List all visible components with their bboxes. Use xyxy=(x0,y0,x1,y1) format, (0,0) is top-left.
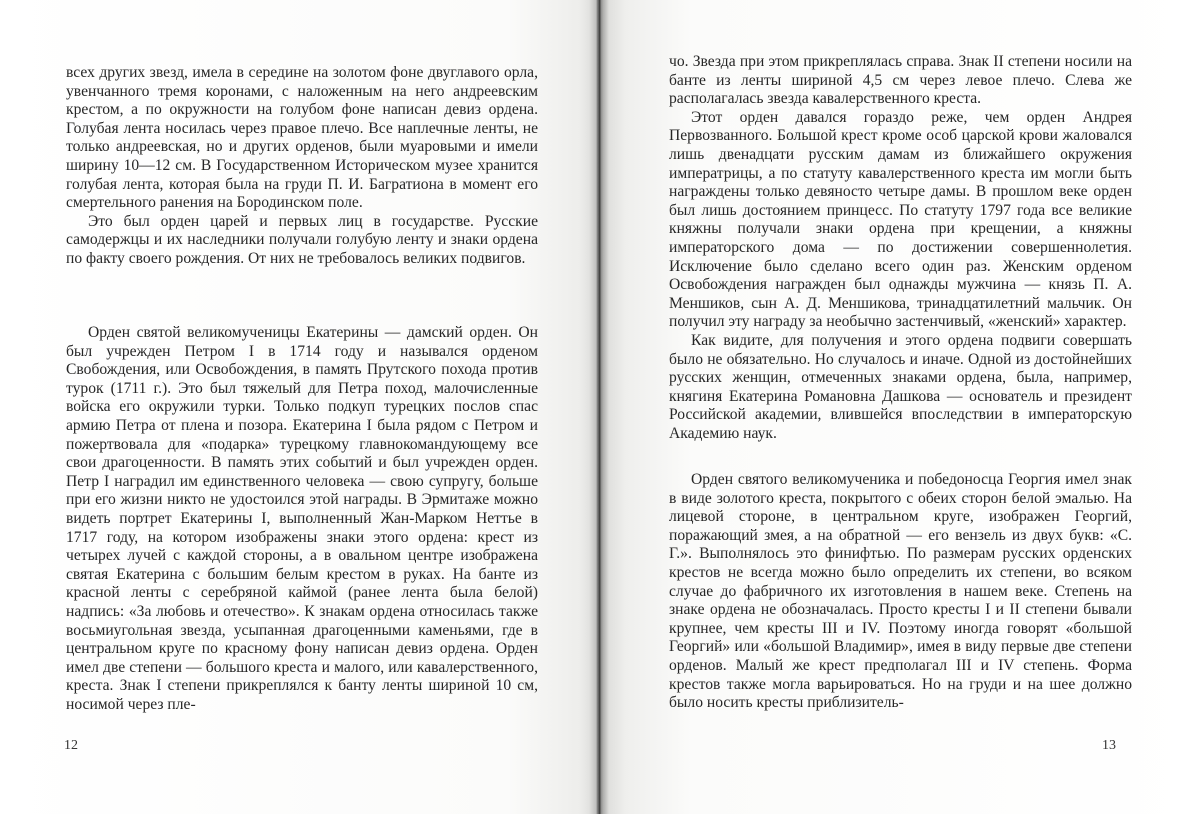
paragraph: чо. Звезда при этом прикреплялась справа. Знак II степени носили на банте из ленты шириной 4,5 см через левое плечо. Слева же располагалась звезда кавалерственного креста. xyxy=(669,53,1132,108)
left-text-block-top xyxy=(66,64,538,269)
paragraph: Как видите, для получения и этого ордена подвиги совершать было не обязательно. Но случалось и иначе. Одной из достойнейших русских женщин, отмеченных знаками ордена, была, например, княгиня Екатерина Романовна Дашкова — основатель и президент Российской академии, влившейся впоследствии в императорскую Академию наук. xyxy=(669,331,1132,442)
paragraph: Этот орден давался гораздо реже, чем орден Андрея Первозванного. Большой крест кроме особ царской крови жаловался лишь двенадцати русским дамам из ближайшего окружения императрицы, а по статуту кавалерственного креста им могли быть награждены только девяносто четыре дамы. В прошлом веке орден был лишь достоянием принцесс. По статуту 1797 года все великие княжны получали знаки ордена при крещении, а княжны императорского дома — по достижении совершеннолетия. Исключение было сделано всего один раз. Женским орденом Освобождения награжден был однажды мужчина — князь П. А. Меншиков, сын А. Д. Меншикова, тринадцатилетний мальчик. Он получил эту награду за необычно застенчивый, «женский» характер. xyxy=(669,108,1132,331)
right-text-block-bottom xyxy=(669,471,1132,713)
right-page xyxy=(602,0,1200,814)
page-number: 12 xyxy=(64,738,78,753)
left-page xyxy=(0,0,598,814)
paragraph: Орден святого великомученика и победоносца Георгия имел знак в виде золотого креста, покрытого с обеих сторон белой эмалью. На лицевой стороне, в центральном круге, изображен Георгий, поражающий змея, а на обратной — его вензель из двух букв: «С. Г.». Выполнялось это финифтью. По размерам русских орденских крестов не всегда можно было определить их степени, во всяком случае до фабричного их изготовления в нашем веке. Степень на знаке ордена не обозначалась. Просто кресты I и II степени бывали крупнее, чем кресты III и IV. Поэтому иногда говорят «большой Георгий» или «большой Владимир», имея в виду первые две степени орденов. Малый же крест предполагал III и IV степень. Форма крестов также могла варьироваться. Но на груди и на шее должно было носить кресты приблизитель- xyxy=(669,471,1132,712)
book-gutter xyxy=(589,0,609,814)
paragraph: Это был орден царей и первых лиц в государстве. Русские самодержцы и их наследники получали голубую ленту и знаки ордена по факту своего рождения. От них не требовалось великих подвигов. xyxy=(66,212,538,267)
right-text-block-top xyxy=(669,53,1132,443)
paragraph: всех других звезд, имела в середине на золотом фоне двуглавого орла, увенчанного тремя коронами, с наложенным на него андреевским крестом, а по окружности на голубом фоне написан девиз ордена. Голубая лента носилась через правое плечо. Все наплечные ленты, не только андреевская, но и других орденов, были муаровыми и имели ширину 10—12 см. В Государственном Историческом музее хранится голубая лента, которая была на груди П. И. Багратиона в момент его смертельного ранения на Бородинском поле. xyxy=(66,64,538,212)
paragraph: Орден святой великомученицы Екатерины — дамский орден. Он был учрежден Петром I в 1714 году и назывался орденом Свобождения, или Освобождения, в память Прутского похода против турок (1711 г.). Это был тяжелый для Петра поход, малочисленные войска его окружили турки. Только подкуп турецких послов спас армию Петра от плена и позора. Екатерина I была рядом с Петром и пожертвовала для «подарка» турецкому главнокомандующему все свои драгоценности. В память этих событий и был учрежден орден. Петр I наградил им единственного человека — свою супругу, больше при его жизни никто не удостоился этой награды. В Эрмитаже можно видеть портрет Екатерины I, выполненный Жан-Марком Неттье в 1717 году, на котором изображены знаки этого ордена: крест из четырех лучей с каждой стороны, а в овальном центре изображена святая Екатерина с большим белым крестом в руках. На банте из красной ленты с серебряной каймой (ранее лента была белой) надпись: «За любовь и отечество». К знакам ордена относилась также восьмиугольная звезда, усыпанная драгоценными каменьями, где в центральном круге по красному фону написан девиз ордена. Орден имел две степени — большого креста и малого, или кавалерственного, креста. Знак I степени прикреплялся к банту ленты шириной 10 см, носимой через пле- xyxy=(66,324,538,713)
left-text-block-bottom xyxy=(66,324,538,714)
page-number: 13 xyxy=(1102,738,1116,753)
